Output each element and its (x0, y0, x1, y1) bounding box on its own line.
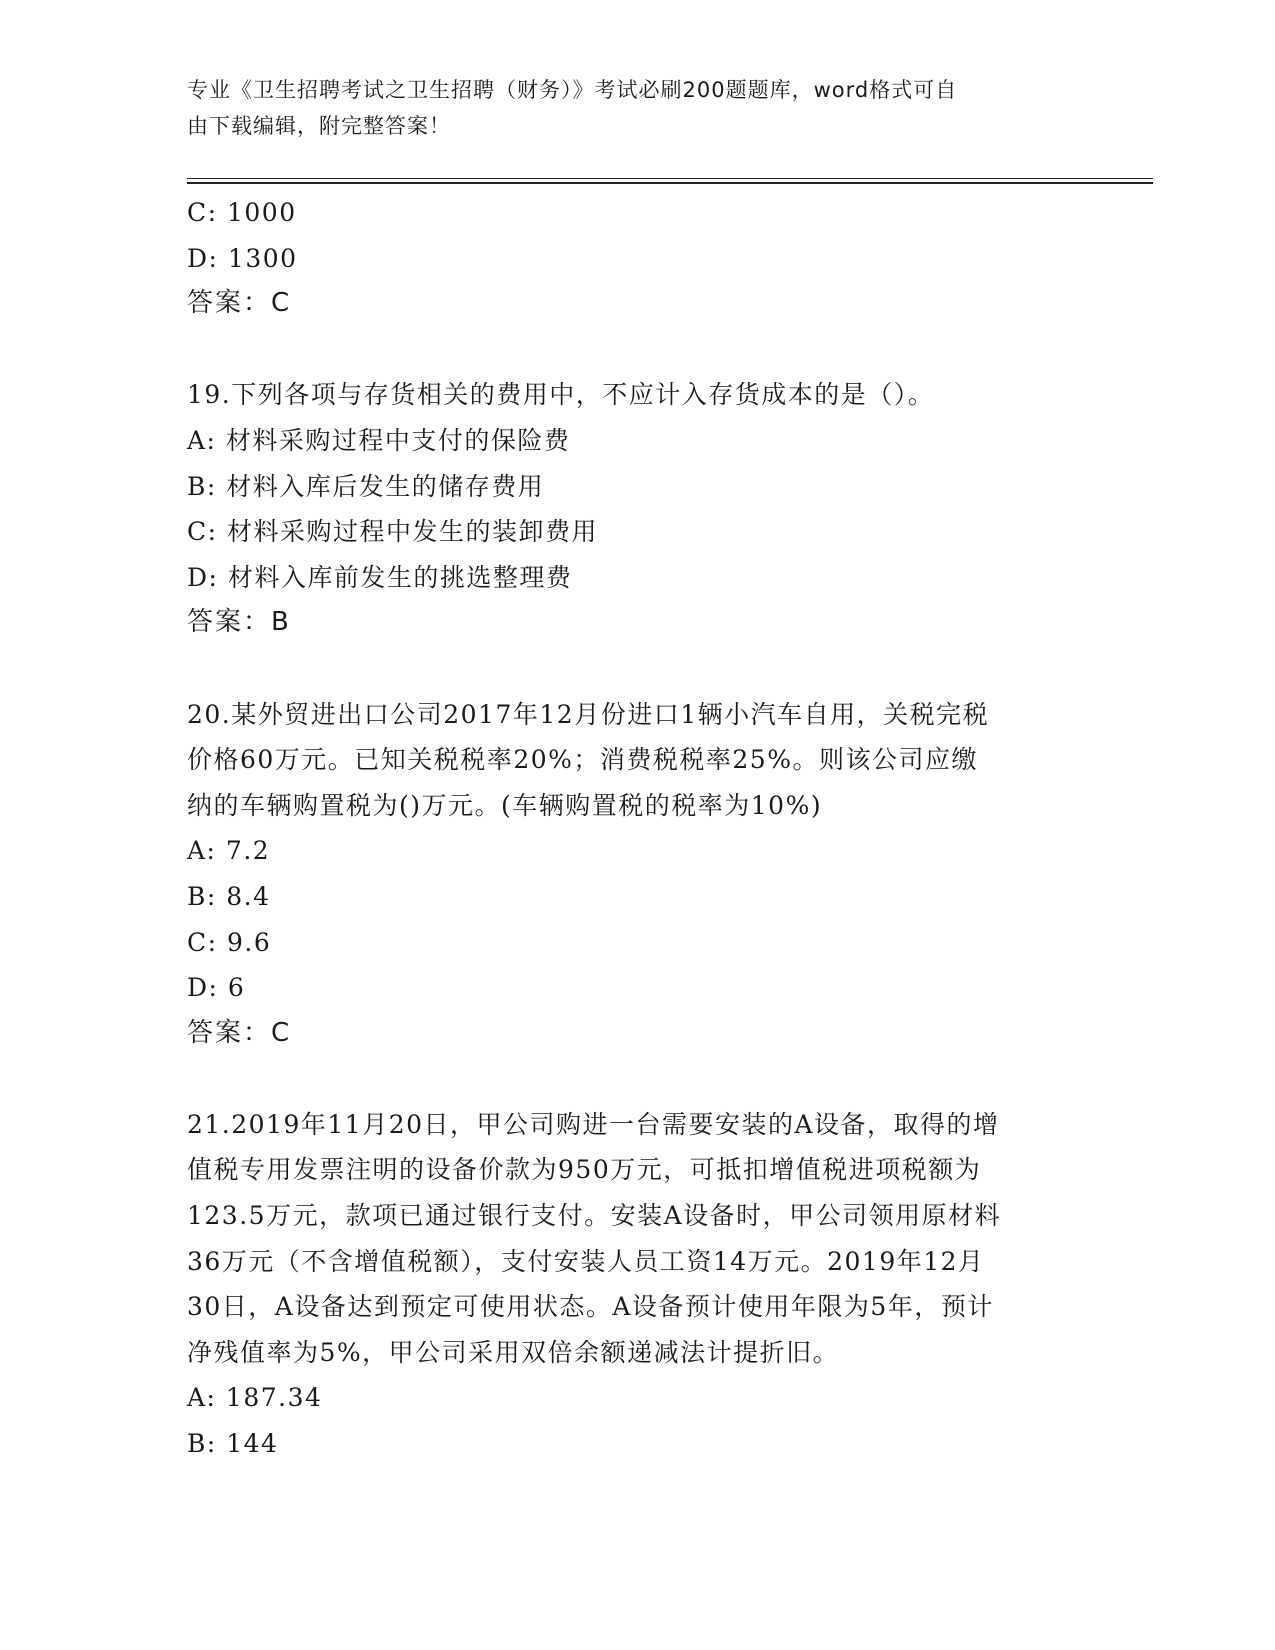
option-d: D: 材料入库前发生的挑选整理费 (187, 562, 573, 592)
answer-line: 答案：C (187, 288, 292, 319)
header-line-2: 由下载编辑，附完整答案！ (187, 114, 451, 138)
header-divider-thin (187, 178, 1153, 179)
option-c: C: 1000 (187, 198, 297, 227)
prev-question-tail (187, 190, 1087, 327)
question-stem-line: 价格60万元。已知关税税率20%；消费税税率25%。则该公司应缴 (187, 745, 978, 775)
question-stem-line: 21.2019年11月20日，甲公司购进一台需要安装的A设备，取得的增 (187, 1109, 1000, 1139)
option-a: A: 187.34 (187, 1383, 323, 1413)
option-d: D: 6 (187, 973, 246, 1003)
option-a: A: 7.2 (187, 836, 271, 866)
option-b: B: 144 (187, 1429, 279, 1459)
header-line-1: 专业《卫生招聘考试之卫生招聘（财务）》考试必刷200题题库，word格式可自 (187, 78, 958, 102)
option-c: C: 9.6 (187, 927, 272, 957)
option-c: C: 材料采购过程中发生的装卸费用 (187, 517, 598, 547)
answer-line: 答案：C (187, 1017, 292, 1048)
question-stem: 19.下列各项与存货相关的费用中，不应计入存货成本的是（）。 (187, 380, 935, 410)
answer-line: 答案：B (187, 607, 291, 638)
document-header (187, 72, 1067, 144)
question-stem-line: 36万元（不含增值税额），支付安装人员工资14万元。2019年12月 (187, 1246, 985, 1276)
option-b: B: 材料入库后发生的储存费用 (187, 471, 545, 501)
option-a: A: 材料采购过程中支付的保险费 (187, 425, 571, 455)
option-d: D: 1300 (187, 243, 298, 273)
question-stem-line: 值税专用发票注明的设备价款为950万元，可抵扣增值税进项税额为 (187, 1155, 982, 1185)
question-stem-line: 123.5万元，款项已通过银行支付。安装A设备时，甲公司领用原材料 (187, 1201, 1002, 1231)
question-content (187, 190, 1087, 1467)
question-21 (187, 1102, 1087, 1467)
question-stem-line: 30日，A设备达到预定可使用状态。A设备预计使用年限为5年，预计 (187, 1292, 994, 1322)
question-stem-line: 纳的车辆购置税为()万元。(车辆购置税的税率为10%) (187, 790, 823, 820)
option-b: B: 8.4 (187, 881, 271, 911)
question-20 (187, 692, 1087, 1057)
question-stem-line: 20.某外贸进出口公司2017年12月份进口1辆小汽车自用，关税完税 (187, 699, 990, 729)
header-divider-thick (187, 182, 1153, 184)
question-stem-line: 净残值率为5%，甲公司采用双倍余额递减法计提折旧。 (187, 1337, 840, 1367)
question-19 (187, 372, 1087, 646)
